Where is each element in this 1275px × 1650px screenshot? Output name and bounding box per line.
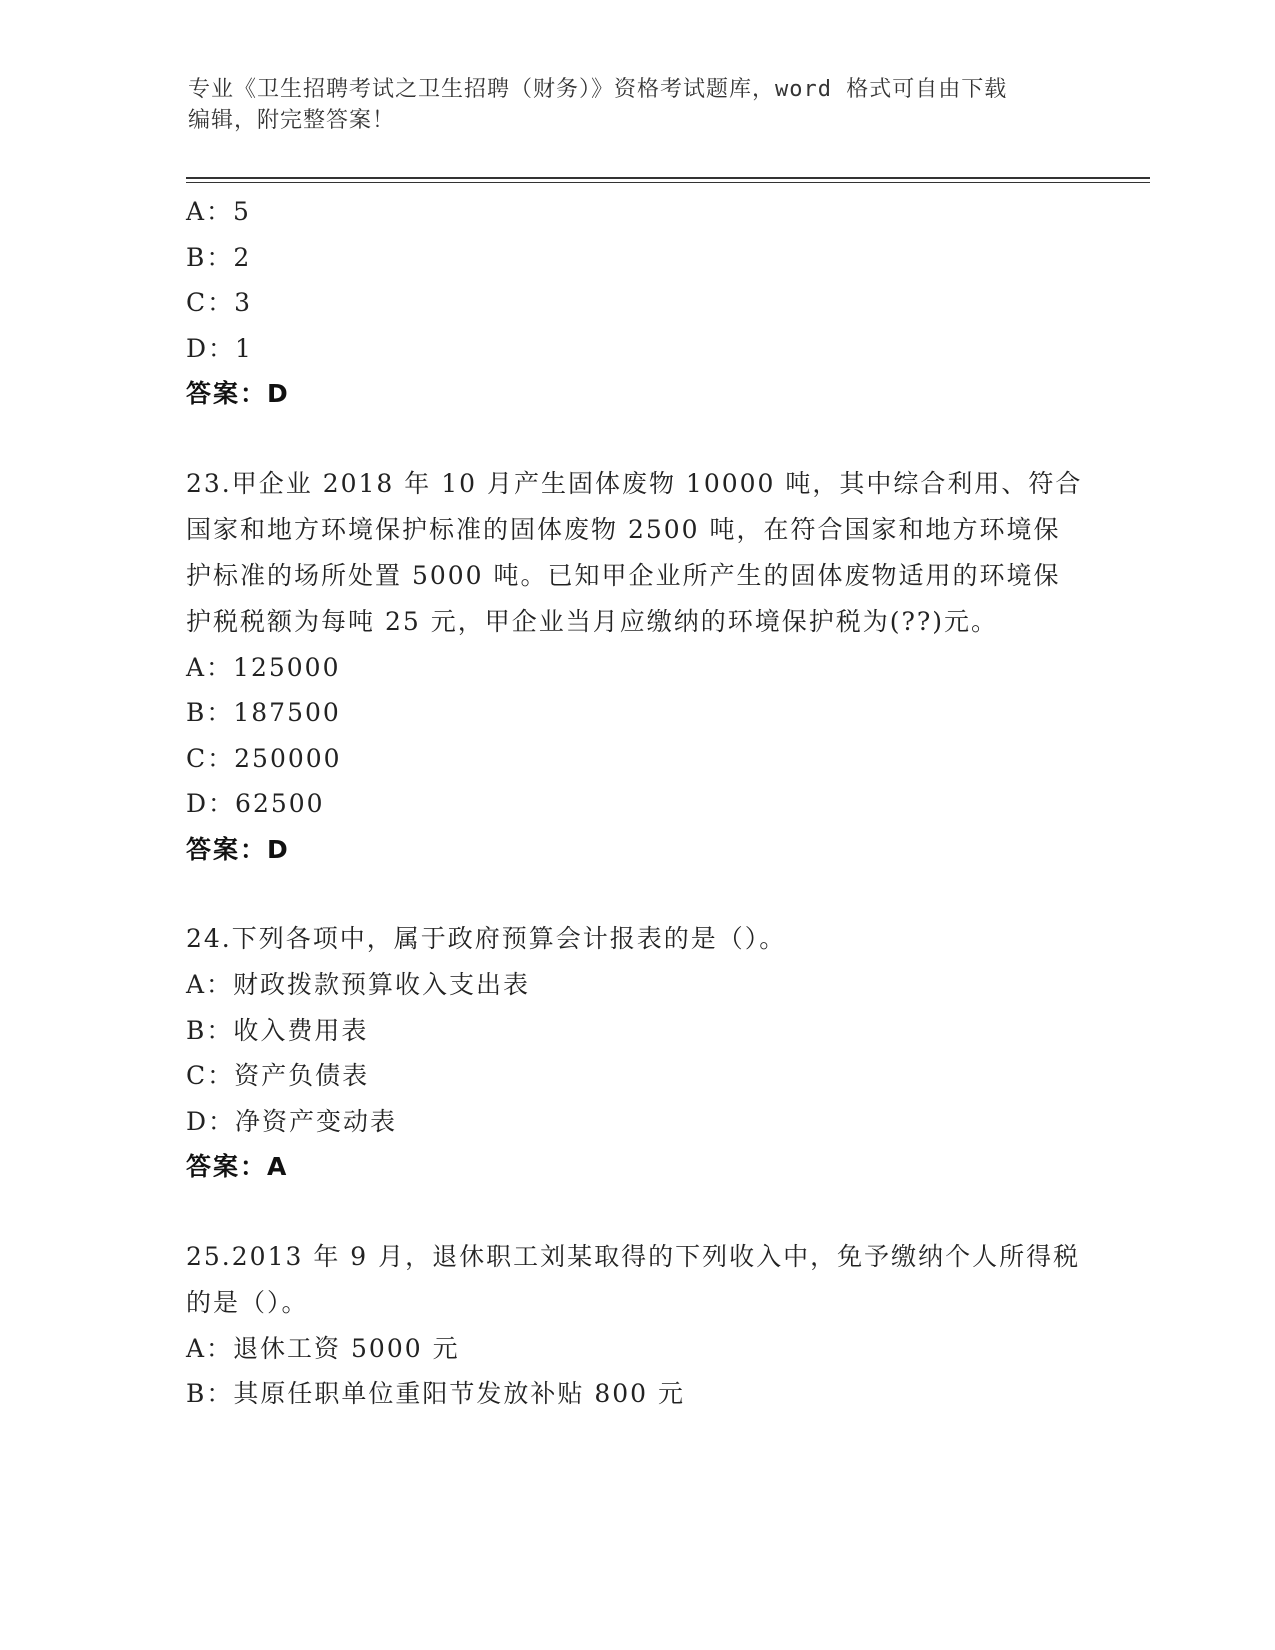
option-d: D：净资产变动表 [186, 1106, 398, 1136]
answer: 答案：A [186, 1152, 289, 1181]
option-a: A：125000 [186, 652, 341, 682]
question-23-block [186, 461, 1086, 873]
option-c: C：250000 [186, 743, 342, 773]
option-a: A：财政拨款预算收入支出表 [186, 970, 531, 999]
question-stem: 24.下列各项中，属于政府预算会计报表的是（）。 [186, 924, 787, 953]
header-line-1: 专业《卫生招聘考试之卫生招聘（财务）》资格考试题库，word 格式可自由下载 [188, 77, 1008, 102]
document-header [188, 74, 1068, 136]
option-a: A：5 [186, 197, 251, 226]
option-a: A：退休工资 5000 元 [186, 1333, 460, 1363]
option-b: B：其原任职单位重阳节发放补贴 800 元 [186, 1379, 685, 1408]
option-c: C：资产负债表 [186, 1061, 370, 1090]
option-c: C：3 [186, 288, 253, 317]
header-line-2: 编辑，附完整答案！ [188, 108, 396, 133]
answer: 答案：D [186, 379, 290, 408]
header-rule-thin [186, 182, 1150, 183]
option-b: B：收入费用表 [186, 1015, 369, 1045]
question-22-block [186, 189, 1086, 417]
question-stem: 25.2013 年 9 月，退休职工刘某取得的下列收入中，免予缴纳个人所得税的是（）。 [186, 1241, 1081, 1317]
option-d: D：1 [186, 333, 253, 363]
question-25-block [186, 1234, 1086, 1417]
question-list [186, 189, 1086, 1417]
option-b: B：187500 [186, 698, 341, 727]
header-rule-thick [186, 177, 1150, 179]
answer: 答案：D [186, 834, 290, 864]
option-d: D：62500 [186, 789, 325, 818]
question-stem: 23.甲企业 2018 年 10 月产生固体废物 10000 吨，其中综合利用、符合国家和地方环境保护标准的固体废物 2500 吨，在符合国家和地方环境保护标准的场所处置 5000 吨。已知甲企业所产生的固体废物适用的环境保护税税额为每吨 25 元，甲企业当月应缴纳的环境保护税为(??)元。 [186, 468, 1083, 636]
option-b: B：2 [186, 242, 252, 272]
question-24-block [186, 916, 1086, 1190]
